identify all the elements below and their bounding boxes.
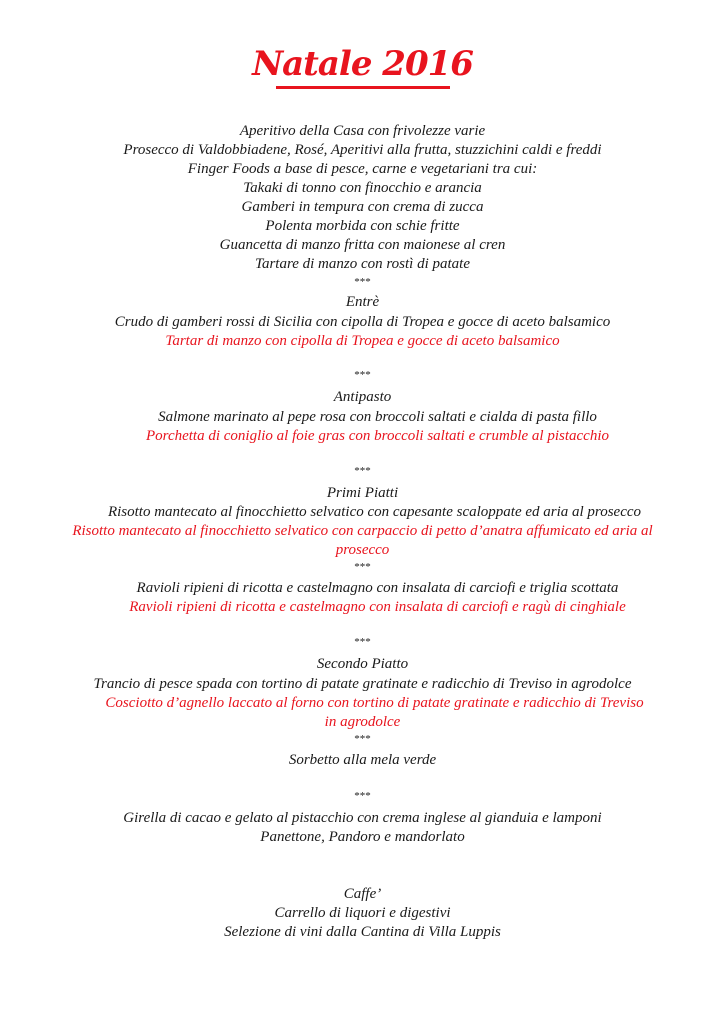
dessert-line: Girella di cacao e gelato al pistacchio con crema inglese al gianduia e lamponi — [123, 810, 602, 826]
secondo-alternative: Cosciotto d’agnello laccato al forno con tortino di patate gratinate e radicchio di Treviso — [105, 695, 644, 711]
vini-line: Selezione di vini dalla Cantina di Villa Luppis — [224, 924, 501, 940]
aperitivo-line: Aperitivo della Casa con frivolezze varie — [239, 123, 486, 139]
aperitivo-line: Tartare di manzo con rostì di patate — [254, 256, 471, 272]
section-heading-secondo: Secondo Piatto — [316, 656, 409, 672]
primi-dish-1: Risotto mantecato al finocchietto selvatico con capesante scaloppate ed aria al prosecco — [107, 504, 642, 520]
dessert-line: Panettone, Pandoro e mandorlato — [260, 829, 465, 845]
section-heading-primi: Primi Piatti — [326, 485, 399, 501]
menu-title: Natale 2016 — [252, 44, 473, 84]
entre-dish: Crudo di gamberi rossi di Sicilia con cipolla di Tropea e gocce di aceto balsamico — [114, 314, 611, 330]
separator: *** — [354, 465, 371, 477]
separator: *** — [354, 276, 371, 288]
section-heading-entre: Entrè — [345, 294, 380, 310]
secondo-alternative-cont: in agrodolce — [324, 714, 401, 730]
aperitivo-line: Gamberi in tempura con crema di zucca — [241, 199, 484, 215]
primi-alternative-1-cont: prosecco — [335, 542, 390, 558]
separator: *** — [354, 369, 371, 381]
secondo-dish: Trancio di pesce spada con tortino di patate gratinate e radicchio di Treviso in agrodolce — [93, 676, 632, 692]
antipasto-alternative: Porchetta di coniglio al foie gras con broccoli saltati e crumble al pistacchio — [146, 428, 609, 444]
aperitivo-line: Guancetta di manzo fritta con maionese al cren — [219, 237, 506, 253]
title-underline — [276, 86, 450, 89]
sorbetto: Sorbetto alla mela verde — [288, 752, 437, 768]
antipasto-dish: Salmone marinato al pepe rosa con broccoli saltati e cialda di pasta fillo — [158, 409, 597, 425]
separator: *** — [354, 636, 371, 648]
primi-alternative-2: Ravioli ripieni di ricotta e castelmagno con insalata di carciofi e ragù di cinghiale — [129, 599, 626, 615]
aperitivo-line: Prosecco di Valdobbiadene, Rosé, Aperitivi alla frutta, stuzzichini caldi e freddi — [123, 142, 602, 158]
aperitivo-line: Finger Foods a base di pesce, carne e vegetariani tra cui: — [187, 161, 538, 177]
separator: *** — [354, 561, 371, 573]
caffe: Caffe’ — [343, 886, 382, 902]
separator: *** — [354, 733, 371, 745]
separator: *** — [354, 790, 371, 802]
section-heading-antipasto: Antipasto — [333, 389, 392, 405]
entre-alternative: Tartar di manzo con cipolla di Tropea e gocce di aceto balsamico — [165, 333, 560, 349]
primi-alternative-1: Risotto mantecato al finocchietto selvatico con carpaccio di petto d’anatra affumicato ed aria al — [72, 523, 653, 539]
liquori-line: Carrello di liquori e digestivi — [274, 905, 451, 921]
primi-dish-2: Ravioli ripieni di ricotta e castelmagno con insalata di carciofi e triglia scottata — [136, 580, 619, 596]
aperitivo-line: Takaki di tonno con finocchio e arancia — [243, 180, 482, 196]
aperitivo-line: Polenta morbida con schie fritte — [265, 218, 460, 234]
